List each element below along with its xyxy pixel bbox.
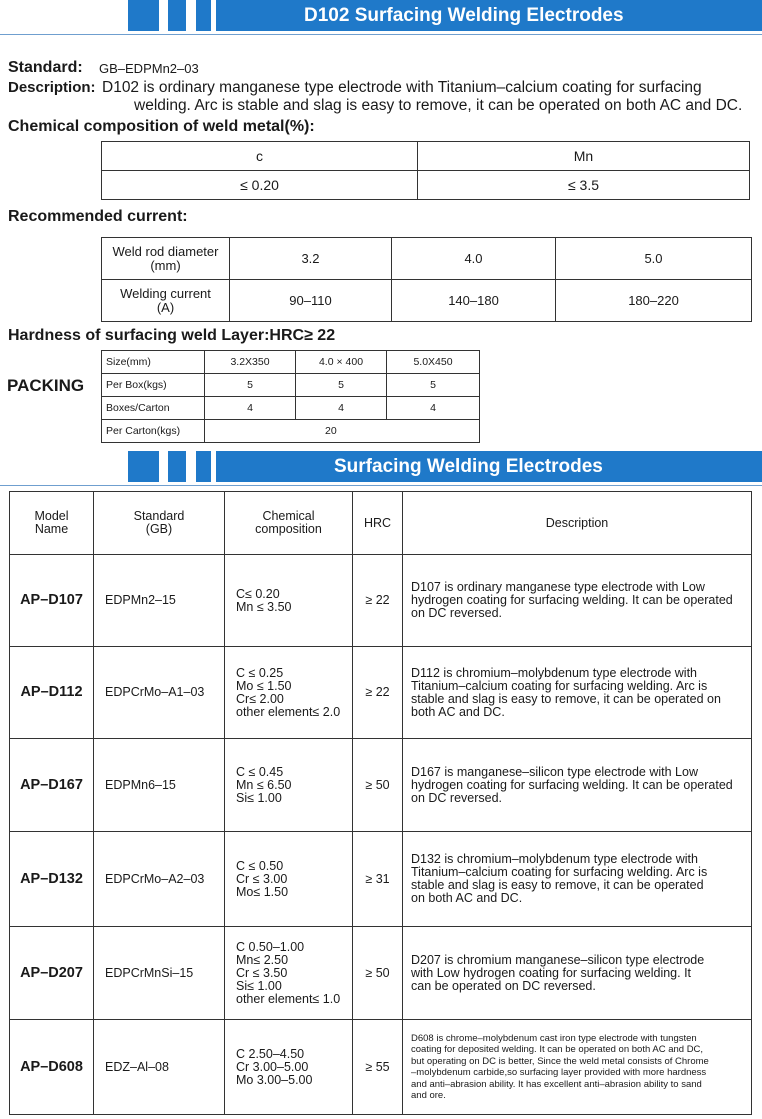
table-cell: 3.2X350 — [205, 351, 296, 374]
table-row — [102, 238, 752, 280]
chemical-line: Mo ≤ 1.50 — [236, 678, 292, 693]
description-line: hydrogen coating for surfacing welding. It can be operated — [411, 593, 733, 607]
table-row — [102, 351, 480, 374]
description-line: but operating on DC is better, Since the weld metal consists of Chrome — [411, 1055, 709, 1067]
table-row-header: Per Carton(kgs) — [102, 420, 205, 443]
header-line: Chemical — [262, 509, 315, 523]
table-row — [102, 374, 480, 397]
chemical-line: Si≤ 1.00 — [236, 978, 282, 993]
chemical-cell — [225, 1020, 353, 1115]
hrc-cell: ≥ 55 — [353, 1020, 403, 1115]
chemical-line: C ≤ 0.25 — [236, 665, 284, 680]
table-row — [102, 142, 750, 171]
table-cell: 4 — [296, 397, 387, 420]
chemical-line: Si≤ 1.00 — [236, 790, 282, 805]
chemical-cell — [225, 647, 353, 739]
chemical-cell — [225, 739, 353, 832]
table-header-cell: HRC — [353, 492, 403, 555]
table-header-cell: Description — [403, 492, 752, 555]
section-banner — [0, 451, 762, 482]
standard-cell: EDPMn6–15 — [94, 739, 225, 832]
table-row — [10, 647, 752, 739]
description-cell — [403, 832, 752, 927]
chemical-line: Cr ≤ 3.00 — [236, 871, 288, 886]
table-header-cell — [10, 492, 94, 555]
hardness-heading: Hardness of surfacing weld Layer:HRC≥ 22 — [8, 327, 336, 344]
standard-cell: EDPCrMnSi–15 — [94, 927, 225, 1020]
table-cell: 5 — [387, 374, 480, 397]
table-cell: 4.0 — [392, 238, 556, 280]
table-cell: 5.0X450 — [387, 351, 480, 374]
header-line: Name — [34, 522, 69, 536]
table-cell: 5 — [296, 374, 387, 397]
description-line: and ore. — [411, 1090, 446, 1101]
chemical-line: C≤ 0.20 — [236, 586, 280, 601]
standard-label: Standard: — [8, 59, 83, 76]
hrc-cell: ≥ 22 — [353, 555, 403, 647]
row-label-line: Welding current — [120, 285, 211, 301]
table-row — [10, 832, 752, 927]
packing-label: PACKING — [7, 376, 85, 395]
table-cell: 3.2 — [230, 238, 392, 280]
description-line: on DC reversed. — [411, 606, 503, 620]
banner-stripe — [196, 0, 211, 31]
description-line: D102 is ordinary manganese type electrode with Titanium–calcium coating for surfacing — [102, 79, 702, 96]
table-cell: 180–220 — [556, 280, 752, 322]
description-line: D167 is manganese–silicon type electrode with Low — [411, 764, 698, 779]
table-cell: 5 — [205, 374, 296, 397]
description-cell — [403, 927, 752, 1020]
chemical-cell — [225, 832, 353, 927]
table-cell: 4.0 × 400 — [296, 351, 387, 374]
header-line: (GB) — [145, 522, 173, 536]
description-label: Description: — [8, 79, 96, 96]
chemical-line: Cr 3.00–5.00 — [236, 1059, 309, 1074]
description-line: on DC reversed. — [411, 790, 503, 805]
banner-stripe — [128, 451, 159, 482]
description-cell — [403, 739, 752, 832]
table-cell: ≤ 0.20 — [102, 171, 418, 200]
description-line: stable and slag is easy to remove, it can be operated — [411, 878, 704, 892]
standard-cell: EDPMn2–15 — [94, 555, 225, 647]
table-header-cell: c — [102, 142, 418, 171]
table-row-header: Size(mm) — [102, 351, 205, 374]
section-title: Surfacing Welding Electrodes — [334, 456, 603, 477]
description-line: coating for deposited welding. It can be operated on both AC and DC, — [411, 1044, 704, 1055]
table-row — [102, 280, 752, 322]
model-name: AP–D107 — [10, 555, 94, 647]
description-line: on both AC and DC. — [411, 891, 523, 905]
banner-stripe — [168, 451, 186, 482]
header-line: Model — [34, 509, 69, 523]
model-name: AP–D112 — [10, 647, 94, 739]
chemical-cell — [225, 927, 353, 1020]
description-line: Titanium–calcium coating for surfacing welding. Arc is — [411, 865, 708, 879]
row-label-line: (mm) — [150, 257, 181, 273]
current-table — [101, 237, 752, 322]
chemical-line: Cr ≤ 3.50 — [236, 965, 288, 980]
description-line: –molybdenum carbide,so surfacing layer provided with more hardness — [411, 1067, 707, 1078]
model-name: AP–D132 — [10, 832, 94, 927]
description-line: D112 is chromium–molybdenum type electrode with — [411, 665, 698, 680]
hrc-cell: ≥ 22 — [353, 647, 403, 739]
description-cell — [403, 1020, 752, 1115]
products-table — [9, 491, 752, 1115]
current-heading: Recommended current: — [8, 208, 188, 225]
chemical-table — [101, 141, 750, 200]
table-row — [102, 397, 480, 420]
table-cell: 90–110 — [230, 280, 392, 322]
header-banner — [0, 0, 762, 31]
table-cell: 140–180 — [392, 280, 556, 322]
hrc-cell: ≥ 50 — [353, 927, 403, 1020]
description-line: D132 is chromium–molybdenum type electrode with — [411, 852, 698, 866]
banner-stripe — [128, 0, 159, 31]
header-line: composition — [255, 522, 322, 536]
table-row — [102, 171, 750, 200]
table-cell: 4 — [387, 397, 480, 420]
chemical-line: other element≤ 1.0 — [236, 991, 341, 1006]
standard-cell: EDZ–Al–08 — [94, 1020, 225, 1115]
description-line: welding. Arc is stable and slag is easy to remove, it can be operated on both AC and DC. — [134, 97, 743, 114]
description-line: can be operated on DC reversed. — [411, 978, 596, 993]
table-cell: ≤ 3.5 — [418, 171, 750, 200]
description-line: Titanium–calcium coating for surfacing welding. Arc is — [411, 678, 708, 693]
table-cell: 4 — [205, 397, 296, 420]
chemical-line: Mn ≤ 6.50 — [236, 777, 292, 792]
model-name: AP–D167 — [10, 739, 94, 832]
model-name: AP–D608 — [10, 1020, 94, 1115]
chemical-line: Mo 3.00–5.00 — [236, 1072, 313, 1087]
table-header-row — [10, 492, 752, 555]
row-label-line: (A) — [156, 299, 175, 315]
page-title: D102 Surfacing Welding Electrodes — [304, 5, 624, 26]
table-row — [102, 420, 480, 443]
description-line: D608 is chrome–molybdenum cast iron type electrode with tungsten — [411, 1032, 697, 1044]
chemical-line: Mn≤ 2.50 — [236, 952, 289, 967]
description-cell — [403, 555, 752, 647]
chemical-line: C 0.50–1.00 — [236, 939, 305, 954]
chemical-line: Cr≤ 2.00 — [236, 691, 284, 706]
hrc-cell: ≥ 31 — [353, 832, 403, 927]
table-row — [10, 555, 752, 647]
row-label-line: Weld rod diameter — [112, 243, 219, 259]
description-line: and anti–abrasion ability. It has excellent anti–abrasion ability to sand — [411, 1078, 702, 1090]
table-row-header — [102, 238, 230, 280]
table-cell: 5.0 — [556, 238, 752, 280]
banner-stripe — [196, 451, 211, 482]
description-line: hydrogen coating for surfacing welding. It can be operated — [411, 777, 733, 792]
table-header-cell — [94, 492, 225, 555]
standard-value: GB–EDPMn2–03 — [99, 61, 199, 76]
description-line: D107 is ordinary manganese type electrode with Low — [411, 580, 705, 594]
description-line: both AC and DC. — [411, 704, 505, 719]
table-row — [10, 927, 752, 1020]
table-cell: 20 — [205, 420, 480, 443]
table-row-header — [102, 280, 230, 322]
chemical-line: C ≤ 0.50 — [236, 858, 284, 873]
table-row — [10, 1020, 752, 1115]
chemical-cell — [225, 555, 353, 647]
divider — [0, 485, 762, 486]
model-name: AP–D207 — [10, 927, 94, 1020]
table-row — [10, 739, 752, 832]
banner-stripe — [168, 0, 186, 31]
description-cell — [403, 647, 752, 739]
description-line: stable and slag is easy to remove, it can be operated on — [411, 691, 721, 706]
table-row-header: Boxes/Carton — [102, 397, 205, 420]
chemical-line: other element≤ 2.0 — [236, 704, 341, 719]
standard-cell: EDPCrMo–A2–03 — [94, 832, 225, 927]
standard-cell: EDPCrMo–A1–03 — [94, 647, 225, 739]
table-header-cell — [225, 492, 353, 555]
hrc-cell: ≥ 50 — [353, 739, 403, 832]
header-line: Standard — [133, 509, 185, 523]
description-line: with Low hydrogen coating for surfacing welding. It — [411, 965, 692, 980]
packing-table — [101, 350, 480, 443]
chemical-line: Mo≤ 1.50 — [236, 884, 289, 899]
description-line: D207 is chromium manganese–silicon type electrode — [411, 952, 705, 967]
table-row-header: Per Box(kgs) — [102, 374, 205, 397]
divider — [0, 34, 762, 35]
chemical-line: C ≤ 0.45 — [236, 764, 284, 779]
chemical-line: C 2.50–4.50 — [236, 1046, 305, 1061]
chemical-heading: Chemical composition of weld metal(%): — [8, 118, 315, 135]
table-header-cell: Mn — [418, 142, 750, 171]
chemical-line: Mn ≤ 3.50 — [236, 599, 292, 614]
